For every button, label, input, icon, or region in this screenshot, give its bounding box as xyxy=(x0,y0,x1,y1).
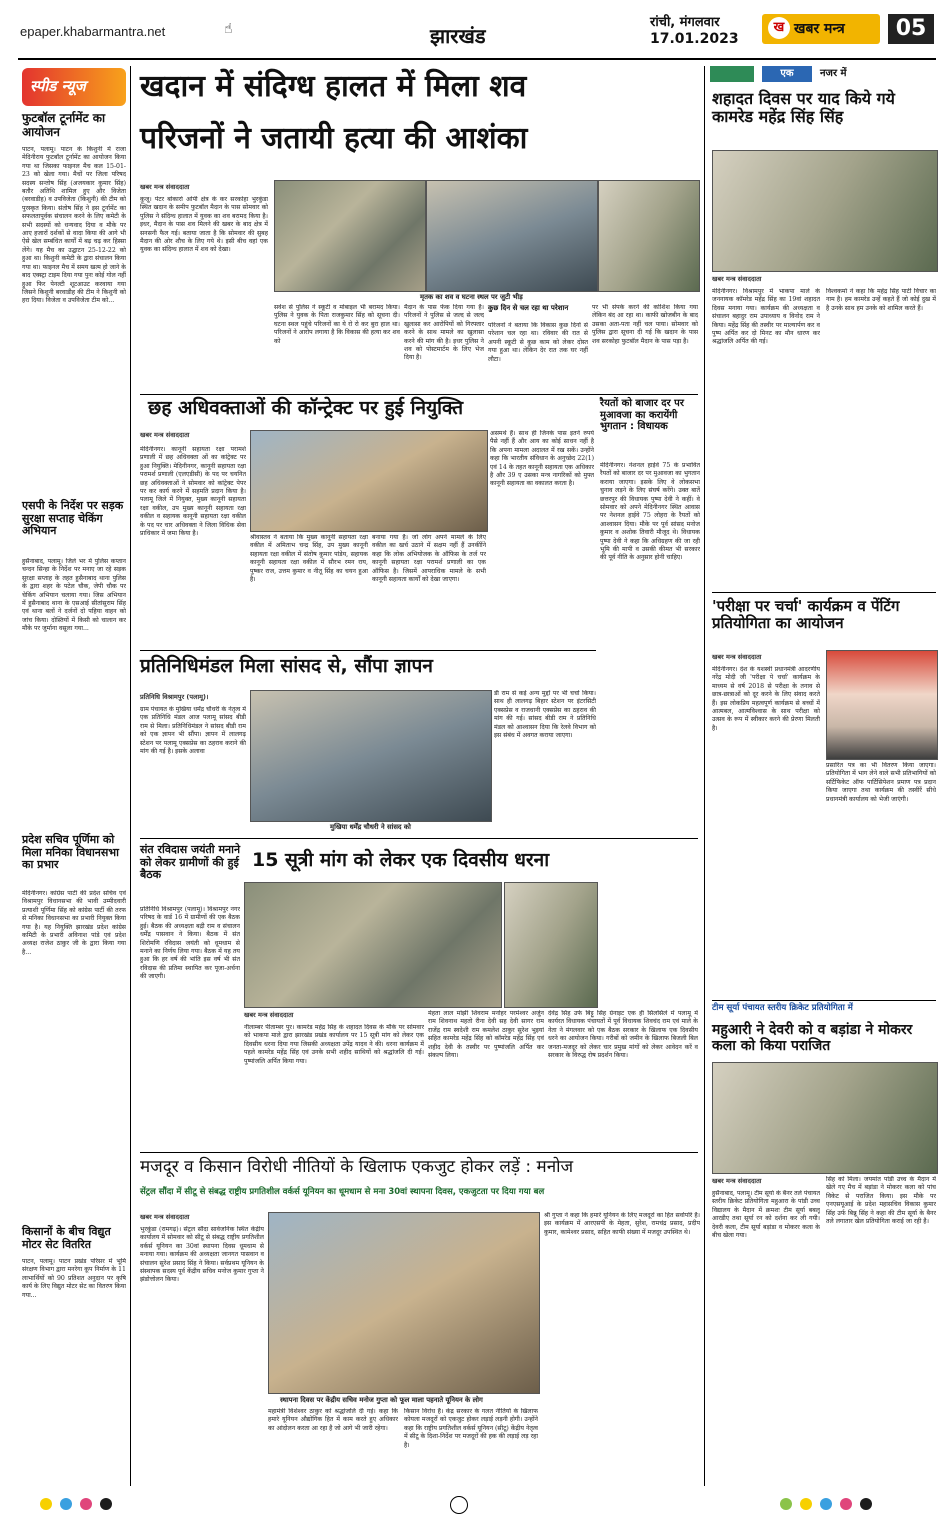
brief-body: पाटन, पलामू। पाटन के किशुनी में राजा मेदिनीराय फुटबॉल टूर्नामेंट का आयोजन किया गया था जिसका फाइनल मैच कल 15-01-23 को खेला गया। मैचों पर जिला परिषद सदस्य सन्तोष सिंह (अजयकार कुमार सिंह) बतौर अतिथि शामिल हुए और विजेता (बरवाडीह) व उपविजेता (किशुनी) की टीम को पुरस्कृत किया। संतोष सिंह ने इस टूर्नामेंट का सफलतापूर्वक संचालन करने के लिए कमेटी के सभी सदस्यों को धन्यवाद दिया व मौके पर आए हजारों दर्शकों से वादा किया की आगे भी ऐसे खेल सम्बंधित कार्यों में बढ़ चढ़ कर हिस्सा लेंगे। यह मैच का उद्घाटन 25-12-22 को हुआ था। किशुनी कमेटी के द्वारा संचालन किया गया था। फाइनल मैच में समय खत्म हो जाने के बाद एक्स्ट्रा टाइम दिया गया पुनः कोई गोल नहीं हुआ फिर पेनल्टी शूटआउट करवाया गया जिसने किशुनी बरवाडीह की टीम ने किशुनी को हरा दिया। विजेता व उपविजेता टीम को... xyxy=(22,146,126,305)
print-marks-bar xyxy=(0,1492,945,1517)
masthead-divider xyxy=(18,58,936,60)
lead-headline: खदान में संदिग्ध हालत में मिला शव xyxy=(140,69,527,104)
photo-caption: स्थापना दिवस पर केंद्रीय सचिव मनोज गुप्ता को फूल माला पहनाते यूनियन के लोग xyxy=(280,1396,483,1404)
story-headline: मजदूर व किसान विरोधी नीतियों के खिलाफ एकजुट होकर लड़ें : मनोज xyxy=(140,1157,574,1177)
lead-headline: परिजनों ने जतायी हत्या की आशंका xyxy=(140,121,528,156)
brief-body: पाटन, पलामू। पाटन प्रखंड परिसर में भूमि संरक्षण विभाग द्वारा मनरेगा कूप निर्माण के 11 लाभार्थियों को 90 प्रतिशत अनुदान पर कृषि कार्य के लिए विद्युत मोटर सेट का वितरण किया गया... xyxy=(22,1258,126,1299)
color-dot xyxy=(40,1498,52,1510)
article-body: असमर्थ हैं। साथ ही जिनके पास इतने रुपये पैसे नहीं हैं और आय का कोई साधन नहीं है कि अपना मामला अदालत में रख सकें। उन्होंने कहा कि भारतीय संविधान के अनुच्छेद 22(1) एवं 14 के तहत कानूनी सहायता एक अधिकार है और 39 ए उसका मन्त्र नागरिकों को मुफ्त कानूनी सहायता का वकालत करता है। xyxy=(490,430,594,488)
subhead: कुछ दिन से चल रहा था परेशान xyxy=(488,304,569,312)
section-divider xyxy=(712,592,936,593)
story-headline: 15 सूत्री मांग को लेकर एक दिवसीय धरना xyxy=(252,849,550,871)
color-dot xyxy=(60,1498,72,1510)
article-body: भुरकुंडा (रामगढ़)। सेंट्रल सौंदा सार्वजनिक स्थित केंद्रीय कार्यालय में सोमवार को सीटू से संबद्ध राष्ट्रीय प्रगतिशील वर्कर्स यूनियन का 30वां स्थापना दिवस धूमधाम से मनाया गया। कार्यक्रम की अध्यक्षता जानगत पासवान व संचालन सुरेश प्रसाद सिंह ने किया। सर्वप्रथम यूनियन के संस्थापक सदस्य पूर्व केंद्रीय सचिव मनोज कुमार गुप्ता ने झंडोत्तोलन किया। xyxy=(140,1226,264,1284)
story-headline: प्रतिनिधिमंडल मिला सांसद से, सौंपा ज्ञापन xyxy=(140,655,433,677)
color-dot xyxy=(780,1498,792,1510)
brief-headline: फुटबॉल टूर्नामेंट का आयोजन xyxy=(22,111,106,139)
ek-label: एक xyxy=(762,66,812,82)
masthead xyxy=(0,0,945,62)
article-body: मैदान के पास फेंक दिया गया है। परिजनों ने पुलिस से जल्द से जल्द खुलासा कर आरोपियों को गिरफ्तार करने के साथ मामले का खुलासा करने की मांग की है। इधर पुलिस ने शव को पोस्टमार्टम के लिए भेज दिया है। xyxy=(404,304,484,362)
article-body: डी राम से कई अन्य मुद्दों पर भी चर्चा किया। साथ ही लालगढ़ बिहार स्टेशन पर इंटरसिटी एक्सप्रेस व राजधानी एक्सप्रेस का ठहराव की मांग की गई। सांसद बीडी राम ने प्रतिनिधि मंडल को आश्वासन दिया कि रेलवे विभाग को इस संबंध में अवगत कराया जाएगा। xyxy=(494,690,596,740)
photo-caption: मुखिया धर्मेंद्र चौधरी ने सांसद को xyxy=(330,823,411,831)
color-dot xyxy=(840,1498,852,1510)
story-headline: महुआरी ने देवरी को व बड़ांडा ने मोकरर कला को किया पराजित xyxy=(712,1022,913,1055)
registration-mark-icon xyxy=(450,1496,468,1514)
byline: खबर मन्त्र संवाददाता xyxy=(712,653,762,661)
article-body: किसान विरोध हैं। केंद्र सरकार के गलत नीतियों के खिलाफ कोयला मजदूरों को एकजुट होकर लड़ाई लड़नी होगी। उन्होंने कहा कि राष्ट्रीय प्रगतिशील वर्कर्स यूनियन (सीटू) केंद्रीय नेतृत्व में सीटू के दिशा-निर्देश पर मजदूरों की हक की लड़ाई लड़ रहा है। xyxy=(404,1408,538,1449)
color-dot xyxy=(80,1498,92,1510)
section-name: झारखंड xyxy=(430,24,486,48)
story-subhead: सेंट्रल सौंदा में सीटू से संबद्ध राष्ट्रीय प्रगतिशील वर्कर्स यूनियन का धूमधाम से मना 30वां स्थापना दिवस, एकजुटता पर दिया गया बल xyxy=(140,1187,545,1197)
story-kicker: टीम सूर्या पंचायत स्तरीय क्रिकेट प्रतियोगिता में xyxy=(712,1003,853,1013)
speed-news-tag xyxy=(22,68,126,106)
byline: खबर मन्त्र संवाददाता xyxy=(244,1011,294,1019)
section-divider xyxy=(140,650,596,651)
news-photo xyxy=(250,430,488,532)
nazar-label: नजर में xyxy=(820,66,934,82)
story-headline: संत रविदास जयंती मनाने को लेकर ग्रामीणों की हुई बैठक xyxy=(140,843,241,882)
column-divider xyxy=(704,66,705,1486)
brief-body: हुसैनाबाद, पलामू। जिले भर में पुलिस कप्तान चन्दन सिन्हा के निर्देश पर मनाए जा रहे सड़क सुरक्षा सप्ताह के तहत हुसैनाबाद थाना पुलिस के द्वारा शहर के पटेल चौक, जेपी चौक पर चेकिंग अभियान चलाया गया। जिस अभियान में हुसैनाबाद थाना के एसआई सीतांसुराम सिंह एवं थाना बलों ने दर्जनों दो पहिया वाहन को जांच किया। दोस्तियों में किसी को चालान कर मौके पर जुर्माना वसूला गया... xyxy=(22,558,126,633)
story-headline: 'परीक्षा पर चर्चा' कार्यक्रम व पेंटिंग प्रतियोगिता का आयोजन xyxy=(712,597,900,633)
article-body: प्रतिनिधि विश्रामपुर (पलामू)। विश्रामपुर नगर परिषद के वार्ड 16 में ग्रामीणों की एक बैठक हुई। बैठक की अध्यक्षता बद्री राम व संचालन धर्मेंद्र पासवान ने किया। बैठक में संत शिरोमणि रविदास जयंती को धूमधाम से मनाने का निर्णय लिया गया। बैठक में यह तय हुआ कि हर वर्ष की भांति इस वर्ष भी संत रविदास की प्रतिमा स्थापित कर पूजा-अर्चना की जाएगी। xyxy=(140,906,240,981)
story-headline: शहादत दिवस पर याद किये गये कामरेड महेंद्र सिंह सिंह xyxy=(712,89,895,127)
brand-mark-icon: ख xyxy=(768,17,790,39)
article-body: कुजू। पेटर बोकारो ओपी क्षेत्र के कर सरकोहा भुरकुंडा स्थित खदान के समीप फुटबॉल मैदान के पास सोमवार को पुलिस ने संदिग्ध हालात में युवक का शव बरामद किया है। इधर, मैदान के पास शव मिलने की खबर के बाद क्षेत्र में सनसनी फैल गई। बताया जाता है कि सोमवार की सुबह मैदान की ओर शौच के लिए गये थे। इसी बीच वहां एक युवक का संदिग्ध हालात में शव को देखा। xyxy=(140,196,268,254)
article-body: मेहता लाल मांझी शिवराम मनोहर परमेश्वर अर्जुन राम शिवनाथ महतो रीना देवी सह देवी सागर राम राजेंद्र राम स्वदेशी राम कमलेश ठाकुर सुरेश भुइयां सहित कामरेड महेंद्र सिंह को कॉमरेड महेंद्र सिंह एवं शहीद देवी के तस्वीर पर पुष्पांजलि अर्पित कर संकल्प लिया। xyxy=(428,1010,544,1060)
article-body: महामंत्री विशेश्वर ठाकुर को श्रद्धांजलि दी गई। कहा कि हमारे यूनियन औद्योगिक हित में काम करते हुए अधिकार का आंदोलन करता आ रहा है जो आगे भी जारी रहेगा। xyxy=(268,1408,398,1432)
news-photo xyxy=(712,150,938,272)
color-dot xyxy=(100,1498,112,1510)
byline: प्रतिनिधि विश्रामपुर (पलामू)। xyxy=(140,693,209,701)
tag-icon xyxy=(710,66,754,82)
article-body: विश्वकर्मा ने कहा कि महेंद्र सिंह पार्टी विचार का नाम है। हम कामरेड उन्हें कहते हैं जो कोई दुख में है उनके साथ हम उनके को शामिल करते हैं। xyxy=(826,288,936,312)
news-photo xyxy=(274,180,426,292)
news-photo xyxy=(250,690,492,822)
news-photo xyxy=(268,1212,540,1394)
article-body: बनाया गया है। जो लोग अपने मामले के लिए वकील का खर्च उठाने में सक्षम नहीं हैं उनकीोंने कहा कि लोक अभियोजक के ऑफिस के तर्ज पर कानूनी सहायता रक्षा परामर्श प्रणाली का एक ऑफिस है। जिसमें आपराधिक मामले के सभी कानूनी सहायता कार्यों को देखा जाएगा। xyxy=(372,534,486,584)
article-body: पर भी संपर्क करने की कोशिश किया गया लेकिन बंद आ रहा था। काफी खोजबीन के बाद उसका अता-पता नहीं चल पाया। सोमवार को पुलिस द्वारा सूचना दी गई कि खदान के पास शव सरकोहा फुटबॉल मैदान के पास पड़ा है। xyxy=(592,304,698,345)
brand-logo xyxy=(762,14,880,44)
article-body: मेदिनीनगर। कानूनी सहायता रक्षा परामर्श प्रणाली में छह अधिवक्ता ओं का कांट्रेक्ट पर हुआ नियुक्ति। मेदिनीनगर, कानूनी सहायता रक्षा परामर्श प्रणाली (एलएडीसी) के पद पर चयनित छह अधिवक्ताओं ने सोमवार को कांट्रेक्ट पेपर पर कर कार्य करने में सहमति प्रदान किया है। पलामू जिले में नियुक्त, मुख्य कानूनी सहायता रक्षा वकील, उप मुख्य कानूनी सहायता रक्षा वकील व सहायक कानूनी सहायता रक्षा वकील के पद पर चार अधिवक्ता ने जिला विधिक सेवा प्राधिकार में जमा किया है। xyxy=(140,446,246,538)
byline: खबर मन्त्र संवाददाता xyxy=(140,431,190,439)
color-dot xyxy=(860,1498,872,1510)
page-number: 05 xyxy=(888,14,934,44)
edition-day: रांची, मंगलवार xyxy=(650,15,720,30)
brand-name: खबर मन्त्र xyxy=(794,21,845,37)
portrait-photo xyxy=(826,650,938,760)
photo-caption: मृतक का शव व घटना स्थल पर जुटी भीड़ xyxy=(420,293,523,301)
article-body: मेदिनीनगर। देश के यशस्वी प्रधानमंत्री आदरणीय नरेंद्र मोदी जी 'परीक्षा पे चर्चा' कार्यक्रम के माध्यम से वर्ष 2018 से परीक्षा के तनाव से छात्र-छात्राओं को दूर करने के लिए संवाद करते हैं। इस लोकप्रिय महत्वपूर्ण कार्यक्रम से बच्चों में आत्मबल, आत्मविश्वास के साथ परीक्षा को उत्सव के रूप में स्वीकार करने की प्रेरणा मिलती है। xyxy=(712,666,820,732)
edition-date: 17.01.2023 xyxy=(650,31,739,47)
article-body: श्री गुप्ता ने कहा कि हमारे यूनियन के लिए मजदूरों का हित सर्वोपरि है। इस कार्यक्रम में आरएसपी के मेहता, सुरेश, रामचंद्र प्रसाद, प्रदीप कुमार, कामेश्वर प्रसाद, सहित काफी संख्या में मजदूर उपस्थित थे। xyxy=(544,1212,700,1236)
article-body: हुसैनाबाद, पलामू। टीम सूर्या के बैनर तले पंचायत स्तरीय क्रिकेट प्रतियोगिता महुआरा के पांडी उच्च विद्यालय के मैदान में क्रमशः टीम सूर्या बबलू आरडीए तथा सूर्या रन को दर्शना कर ली गयी। देवरी कला, टीम सूर्या बड़ांडा व मोकरर कला के बीच खेला गया। xyxy=(712,1190,820,1240)
section-divider xyxy=(140,394,698,395)
article-body: मेदिनीनगर। विश्रामपुर में भाकपा माले के जननायक कॉमरेड महेंद्र सिंह का 19वां शहादत दिवस मनाया गया। कार्यक्रम की अध्यक्षता व संचालन बहादुर राम उपाध्याय व विनोद राम ने किया। महेंद्र सिंह की तस्वीर पर माल्यार्पण कर व पुष्प अर्पित कर दो मिनट का मौन धारण कर श्रद्धांजलि अर्पित की गई। xyxy=(712,288,820,346)
section-divider xyxy=(140,838,698,839)
byline: खबर मन्त्र संवाददाता xyxy=(712,275,762,283)
article-body: नीलाम्बर पीताम्बर पुर। कामरेड महेंद्र सिंह के शहादत दिवस के मौके पर सोमवार को भाकपा माले द्वारा झारखंड प्रखंड कार्यालय पर 15 सूत्री मांग को लेकर एक दिवसीय धरना दिया गया जिसकी अध्यक्षता उपेंद्र यादव ने की। धरना कार्यक्रम में पहले कामरेड महेंद्र सिंह एवं उनके सभी शहीद साथियों को श्रद्धांजलि दी गई। पुष्पांजलि अर्पित किया गया। xyxy=(244,1024,424,1065)
brief-headline: प्रदेश सचिव पूर्णिमा को मिला मनिका विधानसभा का प्रभार xyxy=(22,833,119,872)
brief-headline: किसानों के बीच विद्युत मोटर सेट वितरित xyxy=(22,1225,111,1251)
story-headline: छह अधिवक्ताओं की कॉन्ट्रेक्ट पर हुई नियुक्ति xyxy=(148,397,464,419)
color-dot xyxy=(800,1498,812,1510)
article-body: परिजनों ने बताया कि विकास कुछ दिनों से परेशान चल रहा था। रविवार की रात से अपनी स्कूटी से कुछ काम को लेकर दोस्त गया हुआ था। लेकिन देर रात तक घर नहीं लौटा। xyxy=(488,322,588,363)
ek-nazar-tag xyxy=(710,66,934,84)
article-body: ग्राम पंचायत के मुखिया धर्मेंद्र चौधरी के नेतृत्व में एक प्रतिनिधि मंडल आज पलामू सांसद बीडी राम से मिला। प्रतिनिधिमंडल ने सांसद बीडी राम को एक ज्ञापन भी सौंपा। ज्ञापन में लालगढ़ स्टेशन पर पलामू एक्सप्रेस का ठहराव कराने की मांग की गई है। इसके अलावा xyxy=(140,706,246,756)
story-headline: रैयतों को बाजार दर पर मुआवजा का करायेंगी भुगतान : विधायक xyxy=(600,398,684,432)
speed-news-label: स्पीड न्यूज xyxy=(30,77,86,95)
news-photo xyxy=(712,1062,938,1174)
byline: खबर मन्त्र संवाददाता xyxy=(140,1213,190,1221)
article-body: सिंह को मिला। जयमांत पांडी उच्च के मैदान में खेले गए मैच में बड़ांडा ने मोकरर कला को पांच विकेट से पराजित किया। इस मौके पर एनएसयूआई के प्रदेश महासचिव विकास कुमार सिंह उर्फ बिन्नू सिंह ने कहा की टीम सूर्या के बैनर तले लगातार खेल प्रतियोगिता कराई जा रही है। xyxy=(826,1176,936,1226)
news-photo xyxy=(426,180,598,292)
news-photo xyxy=(244,882,502,1008)
section-divider xyxy=(140,1152,698,1153)
article-body: प्रसारित पत्र का भी वितरण किया जाएगा। प्रतियोगिता में भाग लेने वाले सभी प्रतिभागियों को सर्टिफिकेट ऑफ पार्टिसिपेशन प्रमाण पत्र प्रदान किया जाएगा तथा कार्यक्रम की तस्वीरें सीधे प्रधानमंत्री कार्यालय को भेजी जाएंगी। xyxy=(826,762,936,803)
byline: खबर मन्त्र संवाददाता xyxy=(712,1177,762,1185)
pointer-icon: ☝ xyxy=(224,21,233,37)
article-body: देवेंद्र सिंह उर्फ बिट्टू सिंह ग्रेनाइट एक ही सिलसिले में पलामू में कार्यरत विधायक पंचायतों में पूर्व विधायक शिवचंद राम एवं माले के नेता ने मंगलवार को एक बैठक सरकार के खिलाफ एक दिवसीय धरने का आयोजन किया। गरीबों को जमीन के खिलाफ बिजली बिल जनता-मजदूर को लेकर चार प्रमुख मांगों को लेकर आवेदन करें व सरकार के विरुद्ध रोष प्रदर्शन किया। xyxy=(548,1010,698,1060)
news-photo xyxy=(598,180,700,292)
color-dot xyxy=(820,1498,832,1510)
brief-headline: एसपी के निर्देश पर सड़क सुरक्षा सप्ताह चेकिंग अभियान xyxy=(22,499,124,538)
article-body: मेदिनीनगर। नेशनल हाईवे 75 के प्रभावित रैयतों को बाजार दर पर मुआवजा का भुगतान कराया जाएगा। इसके लिए वे लोकसभा चुनाव लड़ने के लिए संघर्ष करेंगे। उक्त बातें छत्तरपुर की विधायक पुष्पा देवी ने कहीं। वे सोमवार को अपने मेदिनीनगर स्थित आवास पर नेशनल हाईवे 75 लोहरा के रैयतों को आश्वासन दिया। मौके पर पूर्व सांसद मनोज कुमार व अशोक तिवारी मौजूद थे। विधायक पुष्पा देवी ने कहा कि अधिग्रहण की जा रही भूमि की मापी व उसकी कीमत भी सरकार की पूर्व नीति के अनुसार होनी चाहिए। xyxy=(600,462,700,562)
article-body: श्रीवास्तव ने बताया कि मुख्य कानूनी सहायता रक्षा वकील में अमिताभ चन्द्र सिंह, उप मुख्य कानूनी सहायता रक्षा वकील में संतोष कुमार पांडेय, सहायक कानूनी सहायता रक्षा वकील में सौरभ रमन राय, पुष्कर राज, उत्तम कुमार व नीतू सिंह का चयन हुआ है। xyxy=(250,534,368,584)
column-divider xyxy=(130,66,131,1486)
byline: खबर मन्त्र संवाददाता xyxy=(140,183,190,191)
section-divider xyxy=(712,1000,936,1001)
article-body: सर्वेश से पुलिस ने स्कूटी व मोबाइल भी बरामद किया। पुलिस ने युवक के पिता राजकुमार सिंह को सूचना दी। घटना स्थल पहुंचे परिजनों का ये रो रो कर बुरा हाल था। परिजनों ने आरोप लगाया है कि विकास की हत्या कर शव को xyxy=(274,304,400,345)
news-photo xyxy=(504,882,598,1008)
brief-body: मेदिनीनगर। कांग्रेस पार्टी की प्रदेश सचिव एवं विश्रामपुर विधानसभा की भावी उम्मीदवारी प्रत्याशी पूर्णिमा सिंह को कांग्रेस पार्टी की तरफ से मनिका विधानसभा का प्रभारी नियुक्त किया गया है। यह नियुक्ति झारखंड प्रदेश कांग्रेस कमिटी के प्रभारी अविनाश पांडे एवं प्रदेश अध्यक्ष राजेश ठाकुर जी के द्वारा किया गया है... xyxy=(22,890,126,956)
site-url[interactable]: epaper.khabarmantra.net xyxy=(20,24,166,39)
